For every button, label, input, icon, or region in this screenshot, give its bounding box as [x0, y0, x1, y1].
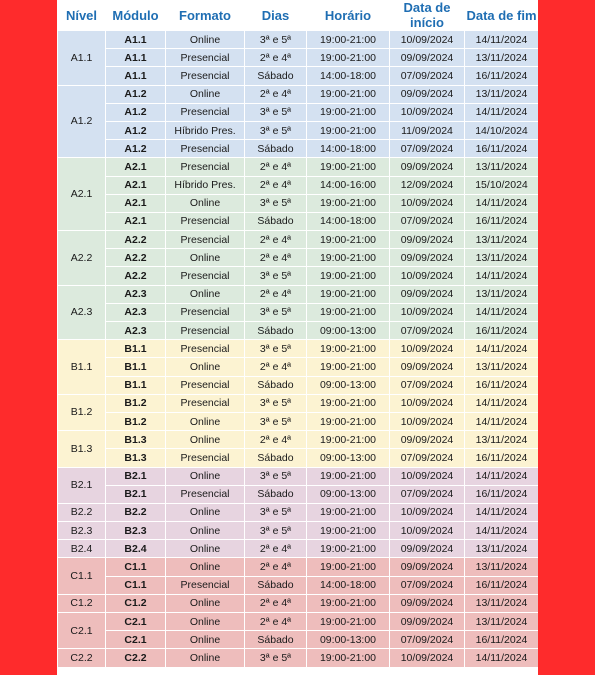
- dias-cell: Sábado: [245, 485, 307, 503]
- data-inicio-cell: 09/09/2024: [390, 231, 465, 249]
- nivel-cell: A2.3: [58, 285, 106, 340]
- formato-cell: Online: [166, 467, 245, 485]
- formato-cell: Presencial: [166, 303, 245, 321]
- horario-cell: 19:00-21:00: [307, 412, 390, 430]
- modulo-cell: B1.2: [106, 412, 166, 430]
- table-row: [58, 249, 539, 267]
- data-fim-cell: 13/11/2024: [465, 158, 539, 176]
- horario-cell: 09:00-13:00: [307, 449, 390, 467]
- data-inicio-cell: 09/09/2024: [390, 594, 465, 612]
- horario-cell: 09:00-13:00: [307, 631, 390, 649]
- table-row: [58, 67, 539, 85]
- data-fim-cell: 13/11/2024: [465, 49, 539, 67]
- data-fim-cell: 14/10/2024: [465, 121, 539, 139]
- horario-cell: 19:00-21:00: [307, 340, 390, 358]
- data-fim-cell: 13/11/2024: [465, 231, 539, 249]
- horario-cell: 19:00-21:00: [307, 613, 390, 631]
- table-row: [58, 176, 539, 194]
- table-row: [58, 340, 539, 358]
- dias-cell: 3ª e 5ª: [245, 412, 307, 430]
- data-inicio-cell: 07/09/2024: [390, 212, 465, 230]
- formato-cell: Online: [166, 558, 245, 576]
- data-inicio-cell: 09/09/2024: [390, 249, 465, 267]
- dias-cell: 2ª e 4ª: [245, 431, 307, 449]
- dias-cell: 2ª e 4ª: [245, 285, 307, 303]
- horario-cell: 19:00-21:00: [307, 558, 390, 576]
- data-inicio-cell: 10/09/2024: [390, 103, 465, 121]
- modulo-cell: A2.2: [106, 267, 166, 285]
- table-row: [58, 613, 539, 631]
- dias-cell: 3ª e 5ª: [245, 103, 307, 121]
- dias-cell: 3ª e 5ª: [245, 467, 307, 485]
- data-fim-cell: 15/10/2024: [465, 176, 539, 194]
- nivel-cell: B1.2: [58, 394, 106, 430]
- table-row: [58, 31, 539, 49]
- data-fim-cell: 16/11/2024: [465, 576, 539, 594]
- dias-cell: 2ª e 4ª: [245, 249, 307, 267]
- table-row: [58, 449, 539, 467]
- data-inicio-cell: 09/09/2024: [390, 613, 465, 631]
- horario-cell: 14:00-16:00: [307, 176, 390, 194]
- table-row: [58, 540, 539, 558]
- dias-cell: 3ª e 5ª: [245, 394, 307, 412]
- formato-cell: Online: [166, 31, 245, 49]
- data-fim-cell: 14/11/2024: [465, 194, 539, 212]
- dias-cell: 2ª e 4ª: [245, 158, 307, 176]
- formato-cell: Presencial: [166, 394, 245, 412]
- table-row: [58, 358, 539, 376]
- horario-cell: 14:00-18:00: [307, 212, 390, 230]
- nivel-cell: A1.1: [58, 31, 106, 86]
- nivel-cell: A2.1: [58, 158, 106, 231]
- table-row: [58, 303, 539, 321]
- data-fim-cell: 13/11/2024: [465, 85, 539, 103]
- table-row: [58, 485, 539, 503]
- nivel-cell: B2.3: [58, 522, 106, 540]
- data-inicio-cell: 09/09/2024: [390, 285, 465, 303]
- dias-cell: 3ª e 5ª: [245, 267, 307, 285]
- dias-cell: 2ª e 4ª: [245, 49, 307, 67]
- horario-cell: 19:00-21:00: [307, 431, 390, 449]
- formato-cell: Presencial: [166, 322, 245, 340]
- dias-cell: 3ª e 5ª: [245, 522, 307, 540]
- horario-cell: 19:00-21:00: [307, 540, 390, 558]
- nivel-cell: C1.1: [58, 558, 106, 594]
- data-inicio-cell: 09/09/2024: [390, 49, 465, 67]
- formato-cell: Online: [166, 540, 245, 558]
- header-formato: Formato: [166, 0, 245, 31]
- formato-cell: Online: [166, 249, 245, 267]
- horario-cell: 09:00-13:00: [307, 376, 390, 394]
- dias-cell: 2ª e 4ª: [245, 540, 307, 558]
- table-row: [58, 158, 539, 176]
- data-fim-cell: 14/11/2024: [465, 522, 539, 540]
- dias-cell: 2ª e 4ª: [245, 558, 307, 576]
- data-inicio-cell: 10/09/2024: [390, 412, 465, 430]
- nivel-cell: C2.1: [58, 613, 106, 649]
- header-nivel: Nível: [58, 0, 106, 31]
- data-fim-cell: 16/11/2024: [465, 67, 539, 85]
- modulo-cell: B1.3: [106, 449, 166, 467]
- horario-cell: 19:00-21:00: [307, 267, 390, 285]
- formato-cell: Híbrido Pres.: [166, 176, 245, 194]
- dias-cell: 3ª e 5ª: [245, 340, 307, 358]
- horario-cell: 09:00-13:00: [307, 322, 390, 340]
- data-fim-cell: 16/11/2024: [465, 485, 539, 503]
- header-modulo: Módulo: [106, 0, 166, 31]
- table-body: [58, 31, 539, 668]
- table-row: [58, 140, 539, 158]
- nivel-cell: B2.1: [58, 467, 106, 503]
- formato-cell: Presencial: [166, 267, 245, 285]
- data-fim-cell: 16/11/2024: [465, 212, 539, 230]
- modulo-cell: A2.2: [106, 231, 166, 249]
- data-fim-cell: 14/11/2024: [465, 31, 539, 49]
- horario-cell: 19:00-21:00: [307, 522, 390, 540]
- modulo-cell: A2.2: [106, 249, 166, 267]
- formato-cell: Presencial: [166, 158, 245, 176]
- formato-cell: Online: [166, 412, 245, 430]
- data-inicio-cell: 10/09/2024: [390, 31, 465, 49]
- horario-cell: 19:00-21:00: [307, 231, 390, 249]
- data-fim-cell: 13/11/2024: [465, 285, 539, 303]
- nivel-cell: B1.1: [58, 340, 106, 395]
- data-inicio-cell: 10/09/2024: [390, 340, 465, 358]
- formato-cell: Online: [166, 649, 245, 667]
- data-inicio-cell: 07/09/2024: [390, 576, 465, 594]
- dias-cell: 3ª e 5ª: [245, 503, 307, 521]
- nivel-cell: B1.3: [58, 431, 106, 467]
- modulo-cell: C1.1: [106, 576, 166, 594]
- formato-cell: Presencial: [166, 376, 245, 394]
- horario-cell: 19:00-21:00: [307, 467, 390, 485]
- header-dias: Dias: [245, 0, 307, 31]
- table-row: [58, 412, 539, 430]
- data-inicio-cell: 09/09/2024: [390, 358, 465, 376]
- data-inicio-cell: 07/09/2024: [390, 322, 465, 340]
- formato-cell: Presencial: [166, 212, 245, 230]
- modulo-cell: B2.1: [106, 485, 166, 503]
- schedule-sheet: [57, 0, 538, 675]
- modulo-cell: B2.3: [106, 522, 166, 540]
- formato-cell: Online: [166, 631, 245, 649]
- dias-cell: 2ª e 4ª: [245, 358, 307, 376]
- modulo-cell: C2.2: [106, 649, 166, 667]
- header-horario: Horário: [307, 0, 390, 31]
- course-schedule-table: [57, 0, 538, 668]
- dias-cell: 2ª e 4ª: [245, 176, 307, 194]
- data-fim-cell: 13/11/2024: [465, 613, 539, 631]
- dias-cell: Sábado: [245, 322, 307, 340]
- table-row: [58, 431, 539, 449]
- data-inicio-cell: 09/09/2024: [390, 85, 465, 103]
- formato-cell: Online: [166, 594, 245, 612]
- horario-cell: 09:00-13:00: [307, 485, 390, 503]
- modulo-cell: B1.1: [106, 340, 166, 358]
- data-inicio-cell: 09/09/2024: [390, 558, 465, 576]
- data-inicio-cell: 10/09/2024: [390, 522, 465, 540]
- modulo-cell: A2.3: [106, 303, 166, 321]
- data-fim-cell: 14/11/2024: [465, 103, 539, 121]
- data-inicio-cell: 09/09/2024: [390, 540, 465, 558]
- modulo-cell: A1.1: [106, 31, 166, 49]
- data-inicio-cell: 10/09/2024: [390, 394, 465, 412]
- nivel-cell: A2.2: [58, 231, 106, 286]
- dias-cell: Sábado: [245, 376, 307, 394]
- dias-cell: 2ª e 4ª: [245, 85, 307, 103]
- horario-cell: 19:00-21:00: [307, 103, 390, 121]
- nivel-cell: B2.2: [58, 503, 106, 521]
- formato-cell: Presencial: [166, 340, 245, 358]
- data-fim-cell: 13/11/2024: [465, 358, 539, 376]
- table-row: [58, 649, 539, 667]
- modulo-cell: B1.1: [106, 376, 166, 394]
- modulo-cell: A2.1: [106, 176, 166, 194]
- formato-cell: Presencial: [166, 49, 245, 67]
- formato-cell: Online: [166, 194, 245, 212]
- data-fim-cell: 13/11/2024: [465, 249, 539, 267]
- table-row: [58, 503, 539, 521]
- formato-cell: Online: [166, 522, 245, 540]
- data-inicio-cell: 10/09/2024: [390, 649, 465, 667]
- data-fim-cell: 14/11/2024: [465, 412, 539, 430]
- header-data-inicio: Data de início: [390, 0, 465, 31]
- table-row: [58, 594, 539, 612]
- data-inicio-cell: 10/09/2024: [390, 303, 465, 321]
- formato-cell: Presencial: [166, 67, 245, 85]
- data-inicio-cell: 10/09/2024: [390, 503, 465, 521]
- horario-cell: 19:00-21:00: [307, 194, 390, 212]
- horario-cell: 14:00-18:00: [307, 140, 390, 158]
- data-fim-cell: 14/11/2024: [465, 267, 539, 285]
- modulo-cell: A2.1: [106, 212, 166, 230]
- modulo-cell: A1.2: [106, 140, 166, 158]
- formato-cell: Online: [166, 503, 245, 521]
- table-row: [58, 394, 539, 412]
- table-row: [58, 631, 539, 649]
- horario-cell: 19:00-21:00: [307, 358, 390, 376]
- dias-cell: 3ª e 5ª: [245, 121, 307, 139]
- formato-cell: Online: [166, 285, 245, 303]
- dias-cell: 2ª e 4ª: [245, 594, 307, 612]
- modulo-cell: B1.3: [106, 431, 166, 449]
- modulo-cell: A2.3: [106, 322, 166, 340]
- data-inicio-cell: 07/09/2024: [390, 485, 465, 503]
- dias-cell: Sábado: [245, 631, 307, 649]
- data-inicio-cell: 07/09/2024: [390, 67, 465, 85]
- formato-cell: Presencial: [166, 449, 245, 467]
- data-fim-cell: 16/11/2024: [465, 140, 539, 158]
- data-inicio-cell: 12/09/2024: [390, 176, 465, 194]
- table-row: [58, 231, 539, 249]
- formato-cell: Online: [166, 431, 245, 449]
- modulo-cell: A1.2: [106, 85, 166, 103]
- dias-cell: 3ª e 5ª: [245, 303, 307, 321]
- nivel-cell: B2.4: [58, 540, 106, 558]
- horario-cell: 19:00-21:00: [307, 158, 390, 176]
- formato-cell: Presencial: [166, 485, 245, 503]
- data-fim-cell: 14/11/2024: [465, 340, 539, 358]
- dias-cell: Sábado: [245, 67, 307, 85]
- horario-cell: 19:00-21:00: [307, 503, 390, 521]
- table-row: [58, 267, 539, 285]
- horario-cell: 19:00-21:00: [307, 49, 390, 67]
- formato-cell: Presencial: [166, 140, 245, 158]
- table-row: [58, 121, 539, 139]
- formato-cell: Presencial: [166, 103, 245, 121]
- formato-cell: Online: [166, 85, 245, 103]
- data-inicio-cell: 11/09/2024: [390, 121, 465, 139]
- modulo-cell: A1.2: [106, 121, 166, 139]
- dias-cell: 3ª e 5ª: [245, 649, 307, 667]
- table-row: [58, 522, 539, 540]
- horario-cell: 19:00-21:00: [307, 121, 390, 139]
- data-inicio-cell: 07/09/2024: [390, 376, 465, 394]
- modulo-cell: C2.1: [106, 631, 166, 649]
- table-row: [58, 558, 539, 576]
- formato-cell: Presencial: [166, 576, 245, 594]
- horario-cell: 19:00-21:00: [307, 303, 390, 321]
- modulo-cell: A2.1: [106, 194, 166, 212]
- modulo-cell: C1.2: [106, 594, 166, 612]
- data-inicio-cell: 07/09/2024: [390, 631, 465, 649]
- modulo-cell: A1.1: [106, 67, 166, 85]
- horario-cell: 19:00-21:00: [307, 85, 390, 103]
- data-inicio-cell: 07/09/2024: [390, 449, 465, 467]
- data-inicio-cell: 07/09/2024: [390, 140, 465, 158]
- horario-cell: 19:00-21:00: [307, 649, 390, 667]
- table-row: [58, 212, 539, 230]
- data-fim-cell: 13/11/2024: [465, 594, 539, 612]
- data-inicio-cell: 10/09/2024: [390, 194, 465, 212]
- data-fim-cell: 13/11/2024: [465, 540, 539, 558]
- data-fim-cell: 16/11/2024: [465, 376, 539, 394]
- table-row: [58, 103, 539, 121]
- data-fim-cell: 13/11/2024: [465, 431, 539, 449]
- modulo-cell: B1.1: [106, 358, 166, 376]
- dias-cell: Sábado: [245, 576, 307, 594]
- data-inicio-cell: 10/09/2024: [390, 267, 465, 285]
- modulo-cell: A1.1: [106, 49, 166, 67]
- table-row: [58, 194, 539, 212]
- dias-cell: 2ª e 4ª: [245, 231, 307, 249]
- table-row: [58, 467, 539, 485]
- data-fim-cell: 14/11/2024: [465, 649, 539, 667]
- modulo-cell: A2.1: [106, 158, 166, 176]
- data-fim-cell: 16/11/2024: [465, 631, 539, 649]
- header-row: [58, 0, 539, 31]
- dias-cell: Sábado: [245, 449, 307, 467]
- formato-cell: Online: [166, 613, 245, 631]
- dias-cell: 3ª e 5ª: [245, 31, 307, 49]
- horario-cell: 19:00-21:00: [307, 285, 390, 303]
- modulo-cell: B2.4: [106, 540, 166, 558]
- modulo-cell: A2.3: [106, 285, 166, 303]
- dias-cell: 2ª e 4ª: [245, 613, 307, 631]
- data-inicio-cell: 10/09/2024: [390, 467, 465, 485]
- table-row: [58, 322, 539, 340]
- dias-cell: Sábado: [245, 140, 307, 158]
- table-row: [58, 85, 539, 103]
- modulo-cell: B1.2: [106, 394, 166, 412]
- modulo-cell: C2.1: [106, 613, 166, 631]
- data-fim-cell: 16/11/2024: [465, 322, 539, 340]
- nivel-cell: A1.2: [58, 85, 106, 158]
- nivel-cell: C1.2: [58, 594, 106, 612]
- table-row: [58, 285, 539, 303]
- formato-cell: Híbrido Pres.: [166, 121, 245, 139]
- data-fim-cell: 16/11/2024: [465, 449, 539, 467]
- data-inicio-cell: 09/09/2024: [390, 158, 465, 176]
- data-fim-cell: 14/11/2024: [465, 394, 539, 412]
- modulo-cell: B2.2: [106, 503, 166, 521]
- data-fim-cell: 13/11/2024: [465, 558, 539, 576]
- horario-cell: 19:00-21:00: [307, 394, 390, 412]
- horario-cell: 19:00-21:00: [307, 31, 390, 49]
- dias-cell: 3ª e 5ª: [245, 194, 307, 212]
- data-inicio-cell: 09/09/2024: [390, 431, 465, 449]
- table-header: [58, 0, 539, 31]
- modulo-cell: A1.2: [106, 103, 166, 121]
- modulo-cell: C1.1: [106, 558, 166, 576]
- nivel-cell: C2.2: [58, 649, 106, 667]
- modulo-cell: B2.1: [106, 467, 166, 485]
- horario-cell: 19:00-21:00: [307, 249, 390, 267]
- formato-cell: Presencial: [166, 231, 245, 249]
- header-data-fim: Data de fim: [465, 0, 539, 31]
- horario-cell: 14:00-18:00: [307, 67, 390, 85]
- dias-cell: Sábado: [245, 212, 307, 230]
- table-row: [58, 576, 539, 594]
- table-row: [58, 376, 539, 394]
- table-row: [58, 49, 539, 67]
- data-fim-cell: 14/11/2024: [465, 503, 539, 521]
- horario-cell: 14:00-18:00: [307, 576, 390, 594]
- horario-cell: 19:00-21:00: [307, 594, 390, 612]
- data-fim-cell: 14/11/2024: [465, 303, 539, 321]
- formato-cell: Online: [166, 358, 245, 376]
- data-fim-cell: 14/11/2024: [465, 467, 539, 485]
